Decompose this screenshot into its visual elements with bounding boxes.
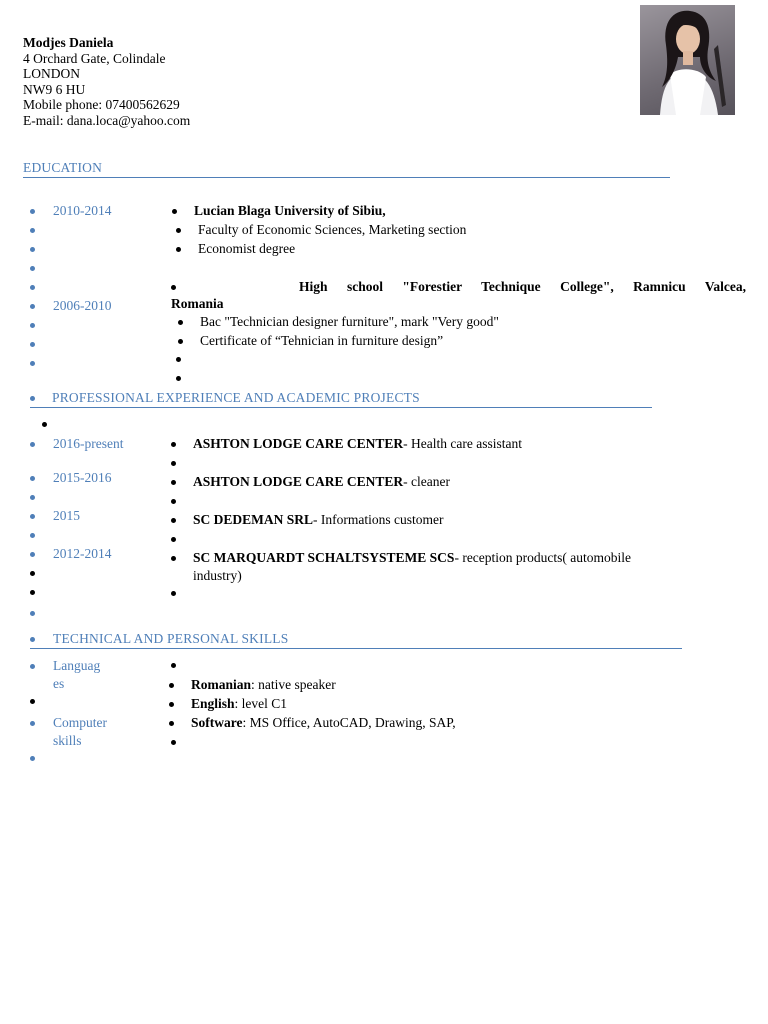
- skill-item-software: Software: MS Office, AutoCAD, Drawing, SAP,: [191, 715, 456, 730]
- experience-item-2: ASHTON LODGE CARE CENTER- cleaner: [193, 474, 451, 489]
- education-institution-2: High school "Forestier Technique College", Ramnicu Valcea,: [299, 279, 746, 294]
- bullet: [30, 361, 35, 366]
- skill-item-romanian: Romanian: native speaker: [191, 677, 336, 692]
- email-address: E-mail: dana.loca@yahoo.com: [23, 112, 191, 128]
- experience-dates-2: 2015-2016: [53, 470, 112, 485]
- phone-number: Mobile phone: 07400562629: [23, 97, 180, 112]
- bullet: [30, 664, 35, 669]
- bullet: [30, 442, 35, 447]
- experience-item-4-cont: industry): [193, 568, 242, 583]
- bullet: [176, 357, 181, 362]
- profile-photo: [640, 5, 735, 115]
- bullet: [176, 376, 181, 381]
- bullet: [30, 495, 35, 500]
- bullet: [171, 537, 176, 542]
- bullet: [171, 499, 176, 504]
- education-detail: Economist degree: [198, 241, 296, 256]
- address-city: LONDON: [23, 66, 80, 81]
- section-heading-experience: PROFESSIONAL EXPERIENCE AND ACADEMIC PROJECTS: [30, 390, 652, 408]
- education-detail: Certificate of “Tehnician in furniture design”: [200, 333, 444, 348]
- bullet: [30, 323, 35, 328]
- education-institution-1: Lucian Blaga University of Sibiu,: [194, 203, 386, 218]
- bullet: [30, 611, 35, 616]
- bullet: [42, 422, 47, 427]
- bullet: [30, 756, 35, 761]
- experience-dates-1: 2016-present: [53, 436, 124, 451]
- section-heading-skills: TECHNICAL AND PERSONAL SKILLS: [30, 631, 682, 649]
- bullet: [30, 285, 35, 290]
- bullet: [30, 228, 35, 233]
- bullet: [30, 590, 35, 595]
- candidate-name: Modjes Daniela: [23, 35, 114, 50]
- bullet: [171, 663, 176, 668]
- address-line: 4 Orchard Gate, Colindale: [23, 50, 166, 66]
- experience-item-4: SC MARQUARDT SCHALTSYSTEME SCS- reception products( automobile: [193, 550, 632, 565]
- bullet: [171, 740, 176, 745]
- education-institution-2-cont: Romania: [171, 296, 224, 311]
- skills-label-computer: Computer: [53, 715, 107, 730]
- bullet: [30, 721, 35, 726]
- bullet: [30, 266, 35, 271]
- bullet: [30, 209, 35, 214]
- skills-label-languages-cont: es: [53, 676, 65, 691]
- bullet: [30, 571, 35, 576]
- bullet: [30, 514, 35, 519]
- address-postcode: NW9 6 HU: [23, 81, 86, 97]
- bullet: [171, 591, 176, 596]
- education-dates-1: 2010-2014: [53, 203, 112, 218]
- skills-label-languages: Languag: [53, 658, 101, 673]
- bullet: [30, 476, 35, 481]
- experience-dates-4: 2012-2014: [53, 546, 112, 561]
- experience-item-3: SC DEDEMAN SRL- Informations customer: [193, 512, 444, 527]
- experience-dates-3: 2015: [53, 508, 80, 523]
- skills-label-computer-cont: skills: [53, 733, 82, 748]
- bullet: [30, 699, 35, 704]
- education-detail: Bac "Technician designer furniture", mark "Very good": [200, 314, 499, 329]
- bullet: [30, 552, 35, 557]
- bullet: [30, 247, 35, 252]
- bullet: [171, 461, 176, 466]
- section-heading-education: EDUCATION: [23, 160, 670, 178]
- bullet: [30, 304, 35, 309]
- skill-item-english: English: level C1: [191, 696, 288, 711]
- bullet: [30, 342, 35, 347]
- contact-block: [23, 35, 190, 128]
- education-dates-2: 2006-2010: [53, 298, 112, 313]
- education-detail: Faculty of Economic Sciences, Marketing section: [198, 222, 467, 237]
- bullet: [30, 533, 35, 538]
- experience-item-1: ASHTON LODGE CARE CENTER- Health care assistant: [193, 436, 522, 451]
